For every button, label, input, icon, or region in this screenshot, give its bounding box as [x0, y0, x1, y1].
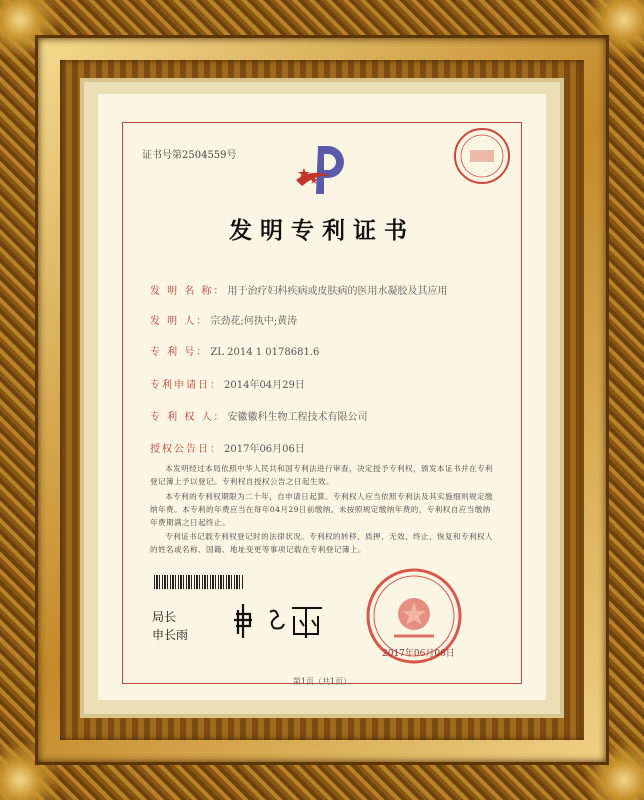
seal-date: 2017年06月06日: [382, 649, 455, 659]
certificate-number: 证书号第2504559号: [142, 150, 237, 161]
field-label: 发 明 人：: [150, 316, 209, 327]
signature-icon: [230, 600, 330, 640]
paragraph-grant: 本发明经过本局依照中华人民共和国专利法进行审查，决定授予专利权，颁发本证书并在专利登记簿上予以登记。专利权自授权公告之日起生效。: [150, 464, 493, 486]
field-label: 专 利 号：: [150, 347, 209, 358]
signer-title: 局长: [152, 610, 177, 624]
field-invention-name: [150, 282, 448, 297]
field-application-date: [150, 376, 305, 391]
field-label: 专利申请日：: [150, 380, 222, 391]
signer-name: 申长雨: [152, 628, 189, 642]
field-value: ZL 2014 1 0178681.6: [210, 347, 320, 358]
certificate-title: 发明专利证书: [229, 217, 415, 244]
page-number: 第1页（共1页）: [292, 677, 352, 686]
paragraph-status: 专利证书记载专利权登记时的法律状况。专利权的转移、质押、无效、终止、恢复和专利权人的姓名或名称、国籍、地址变更等事项记载在专利登记簿上。: [150, 532, 493, 554]
field-value: 2014年04月29日: [224, 380, 305, 391]
seal-stamp-icon: [452, 126, 512, 186]
field-grant-date: [150, 440, 305, 455]
barcode-icon: [154, 575, 244, 589]
field-inventor: [150, 312, 297, 327]
field-patent-number: [150, 343, 319, 358]
patent-logo-icon: [292, 140, 352, 196]
field-label: 授权公告日：: [150, 444, 222, 455]
field-value: 2017年06月06日: [224, 444, 305, 455]
field-label: 专 利 权 人：: [150, 412, 226, 423]
field-value: 宗劲花;何执中;黄涛: [210, 316, 298, 327]
paragraph-term: 本专利的专利权期限为二十年，自申请日起算。专利权人应当依照专利法及其实施细则规定缴纳年费。本专利的年费应当在每年04月29日前缴纳。未按照规定缴纳年费的，专利权自应当缴纳年费期满之日起终止。: [150, 492, 493, 527]
field-patentee: [150, 408, 368, 423]
field-value: 安徽徽科生物工程技术有限公司: [227, 412, 368, 423]
field-label: 发 明 名 称：: [150, 286, 226, 297]
field-value: 用于治疗妇科疾病或皮肤病的医用水凝胶及其应用: [227, 286, 448, 297]
